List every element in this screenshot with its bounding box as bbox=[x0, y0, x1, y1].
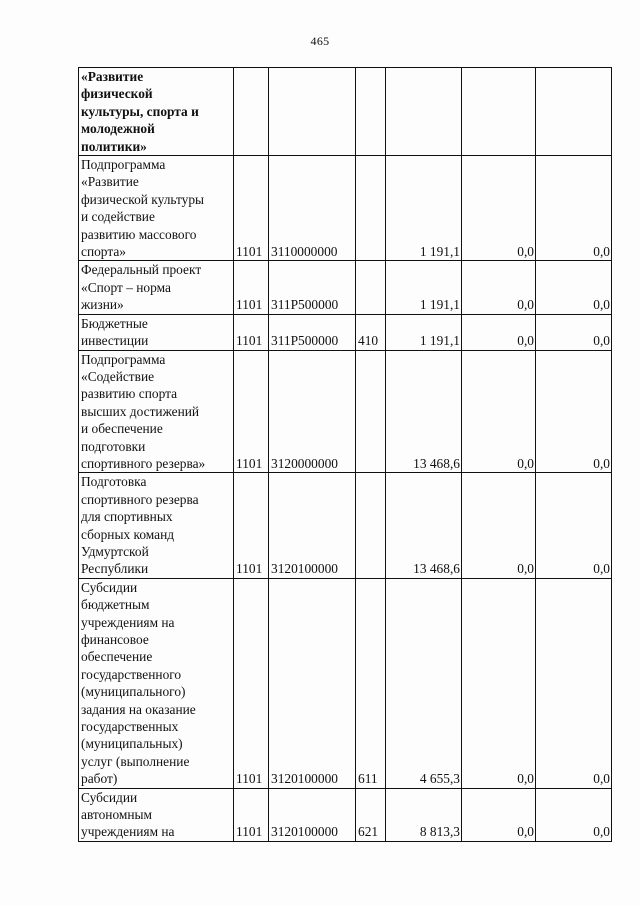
target-article-cell: 311P500000 bbox=[269, 314, 356, 350]
amount-2-cell bbox=[462, 68, 536, 156]
target-article-cell: 3120100000 bbox=[269, 578, 356, 788]
row-name-cell: Субсидии автономным учреждениям на bbox=[79, 788, 234, 841]
row-name-cell: Подготовка спортивного резерва для спортивных сборных команд Удмуртской Республики bbox=[79, 473, 234, 578]
section-code-cell bbox=[234, 68, 269, 156]
row-name-cell: Бюджетные инвестиции bbox=[79, 314, 234, 350]
section-code-cell: 1101 bbox=[234, 314, 269, 350]
expense-type-cell: 410 bbox=[356, 314, 386, 350]
table-row bbox=[79, 473, 612, 578]
amount-2-cell: 0,0 bbox=[462, 261, 536, 314]
table-row bbox=[79, 788, 612, 841]
amount-3-cell: 0,0 bbox=[536, 473, 612, 578]
row-name-cell: Субсидии бюджетным учреждениям на финансовое обеспечение государственного (муниципального) задания на оказание государственных (муниципальных) услуг (выполнение работ) bbox=[79, 578, 234, 788]
section-code-cell: 1101 bbox=[234, 350, 269, 473]
amount-2-cell: 0,0 bbox=[462, 156, 536, 261]
amount-2-cell: 0,0 bbox=[462, 473, 536, 578]
section-code-cell: 1101 bbox=[234, 473, 269, 578]
table-row bbox=[79, 314, 612, 350]
section-code-cell: 1101 bbox=[234, 156, 269, 261]
amount-1-cell: 13 468,6 bbox=[386, 473, 462, 578]
amount-3-cell: 0,0 bbox=[536, 788, 612, 841]
amount-1-cell: 1 191,1 bbox=[386, 261, 462, 314]
amount-2-cell: 0,0 bbox=[462, 350, 536, 473]
target-article-cell: 3120000000 bbox=[269, 350, 356, 473]
section-code-cell: 1101 bbox=[234, 261, 269, 314]
expense-type-cell: 621 bbox=[356, 788, 386, 841]
target-article-cell: 3120100000 bbox=[269, 788, 356, 841]
amount-2-cell: 0,0 bbox=[462, 788, 536, 841]
expense-type-cell bbox=[356, 261, 386, 314]
amount-1-cell: 1 191,1 bbox=[386, 314, 462, 350]
table-row bbox=[79, 350, 612, 473]
expense-type-cell: 611 bbox=[356, 578, 386, 788]
amount-3-cell: 0,0 bbox=[536, 156, 612, 261]
amount-2-cell: 0,0 bbox=[462, 578, 536, 788]
amount-2-cell: 0,0 bbox=[462, 314, 536, 350]
table-row bbox=[79, 578, 612, 788]
expense-type-cell bbox=[356, 156, 386, 261]
row-name-cell: Федеральный проект «Спорт – норма жизни» bbox=[79, 261, 234, 314]
table-row bbox=[79, 68, 612, 156]
amount-3-cell: 0,0 bbox=[536, 350, 612, 473]
expense-type-cell bbox=[356, 68, 386, 156]
section-code-cell: 1101 bbox=[234, 578, 269, 788]
row-name-cell: Подпрограмма «Содействие развитию спорта высших достижений и обеспечение подготовки спортивного резерва» bbox=[79, 350, 234, 473]
budget-table-body bbox=[79, 68, 612, 842]
target-article-cell: 3110000000 bbox=[269, 156, 356, 261]
page-number: 465 bbox=[310, 34, 330, 48]
target-article-cell bbox=[269, 68, 356, 156]
amount-3-cell: 0,0 bbox=[536, 314, 612, 350]
amount-1-cell: 4 655,3 bbox=[386, 578, 462, 788]
expense-type-cell bbox=[356, 350, 386, 473]
row-name-cell: «Развитие физической культуры, спорта и молодежной политики» bbox=[79, 68, 234, 156]
row-name-cell: Подпрограмма «Развитие физической культуры и содействие развитию массового спорта» bbox=[79, 156, 234, 261]
target-article-cell: 3120100000 bbox=[269, 473, 356, 578]
budget-table bbox=[78, 67, 612, 842]
section-code-cell: 1101 bbox=[234, 788, 269, 841]
amount-1-cell: 8 813,3 bbox=[386, 788, 462, 841]
amount-3-cell: 0,0 bbox=[536, 261, 612, 314]
table-row bbox=[79, 261, 612, 314]
amount-3-cell bbox=[536, 68, 612, 156]
amount-1-cell: 13 468,6 bbox=[386, 350, 462, 473]
amount-3-cell: 0,0 bbox=[536, 578, 612, 788]
target-article-cell: 311P500000 bbox=[269, 261, 356, 314]
amount-1-cell bbox=[386, 68, 462, 156]
table-row bbox=[79, 156, 612, 261]
amount-1-cell: 1 191,1 bbox=[386, 156, 462, 261]
expense-type-cell bbox=[356, 473, 386, 578]
